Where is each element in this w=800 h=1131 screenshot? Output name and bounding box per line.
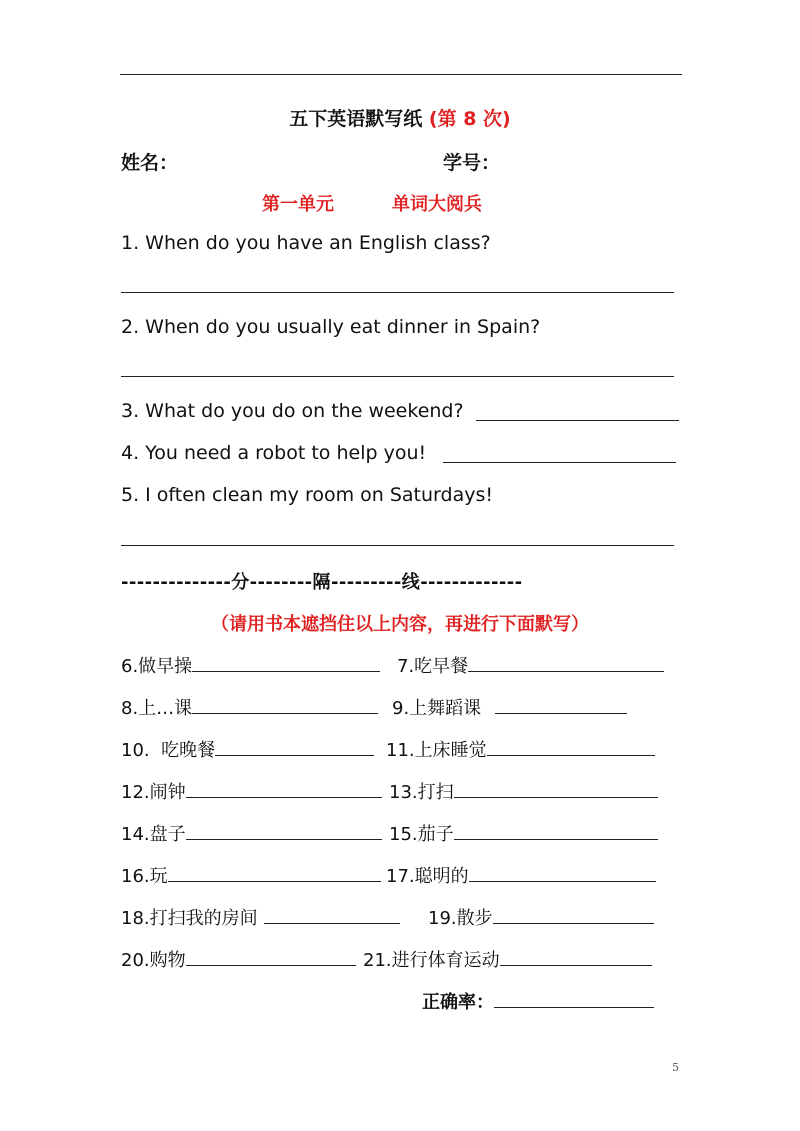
word-row (363, 946, 652, 972)
word-prompt: 14.盘子 (121, 824, 186, 845)
sentence-3: 3. What do you do on the weekend? (121, 400, 464, 422)
word-prompt: 21.进行体育运动 (363, 950, 500, 971)
header-rule (120, 74, 682, 75)
student-id-label: 学号： (443, 152, 501, 174)
word-row (389, 778, 658, 804)
sentence-1: 1. When do you have an English class? (121, 232, 491, 254)
word-blank[interactable] (469, 863, 656, 882)
word-row (121, 862, 381, 888)
cut-divider: --------------分--------隔---------线------------- (121, 572, 523, 593)
sentence-4: 4. You need a robot to help you! (121, 442, 427, 464)
word-blank[interactable] (186, 947, 356, 966)
word-row (121, 820, 382, 846)
word-row (386, 736, 655, 762)
word-row (428, 904, 654, 930)
word-row (121, 904, 400, 930)
word-blank[interactable] (493, 905, 654, 924)
title-session: (第 8 次) (428, 108, 511, 130)
word-blank[interactable] (454, 821, 658, 840)
word-row (121, 778, 382, 804)
word-blank[interactable] (186, 779, 382, 798)
word-prompt: 17.聪明的 (386, 866, 469, 887)
word-row (392, 694, 627, 720)
word-row (386, 862, 656, 888)
answer-line-4[interactable] (443, 462, 676, 463)
word-prompt: 20.购物 (121, 950, 186, 971)
title-main: 五下英语默写纸 (289, 108, 423, 130)
word-row (121, 652, 380, 678)
name-label: 姓名： (121, 152, 179, 174)
page-number: 5 (672, 1061, 679, 1074)
word-prompt: 10. 吃晚餐 (121, 740, 216, 761)
activity-label: 单词大阅兵 (392, 194, 482, 215)
word-blank[interactable] (500, 947, 652, 966)
word-prompt: 18.打扫我的房间 (121, 908, 258, 929)
accuracy-label: 正确率： (422, 992, 494, 1013)
answer-line-5[interactable] (121, 545, 674, 546)
accuracy-row (422, 988, 654, 1014)
word-blank[interactable] (186, 821, 382, 840)
word-blank[interactable] (215, 737, 374, 756)
word-blank[interactable] (454, 779, 658, 798)
answer-line-1[interactable] (121, 292, 674, 293)
word-prompt: 6.做早操 (121, 656, 193, 677)
word-prompt: 7.吃早餐 (397, 656, 469, 677)
page-title (0, 104, 800, 131)
word-blank[interactable] (192, 695, 378, 714)
answer-line-3[interactable] (476, 420, 679, 421)
accuracy-blank[interactable] (494, 989, 654, 1008)
word-prompt: 19.散步 (428, 908, 493, 929)
word-row (121, 736, 374, 762)
word-row (121, 694, 378, 720)
word-blank[interactable] (168, 863, 381, 882)
word-row (389, 820, 658, 846)
cover-instruction: （请用书本遮挡住以上内容，再进行下面默写） (211, 614, 589, 635)
sentence-5: 5. I often clean my room on Saturdays! (121, 484, 493, 506)
word-prompt: 11.上床睡觉 (386, 740, 487, 761)
word-prompt: 9.上舞蹈课 (392, 698, 482, 719)
word-prompt: 16.玩 (121, 866, 168, 887)
word-blank[interactable] (468, 653, 664, 672)
unit-label: 第一单元 (262, 194, 334, 215)
sentence-2: 2. When do you usually eat dinner in Spain? (121, 316, 541, 338)
word-blank[interactable] (495, 695, 627, 714)
answer-line-2[interactable] (121, 376, 674, 377)
word-row (397, 652, 664, 678)
word-row (121, 946, 356, 972)
word-prompt: 12.闹钟 (121, 782, 186, 803)
word-blank[interactable] (264, 905, 400, 924)
word-blank[interactable] (192, 653, 380, 672)
word-prompt: 13.打扫 (389, 782, 454, 803)
word-prompt: 8.上…课 (121, 698, 193, 719)
word-blank[interactable] (487, 737, 655, 756)
word-prompt: 15.茄子 (389, 824, 454, 845)
